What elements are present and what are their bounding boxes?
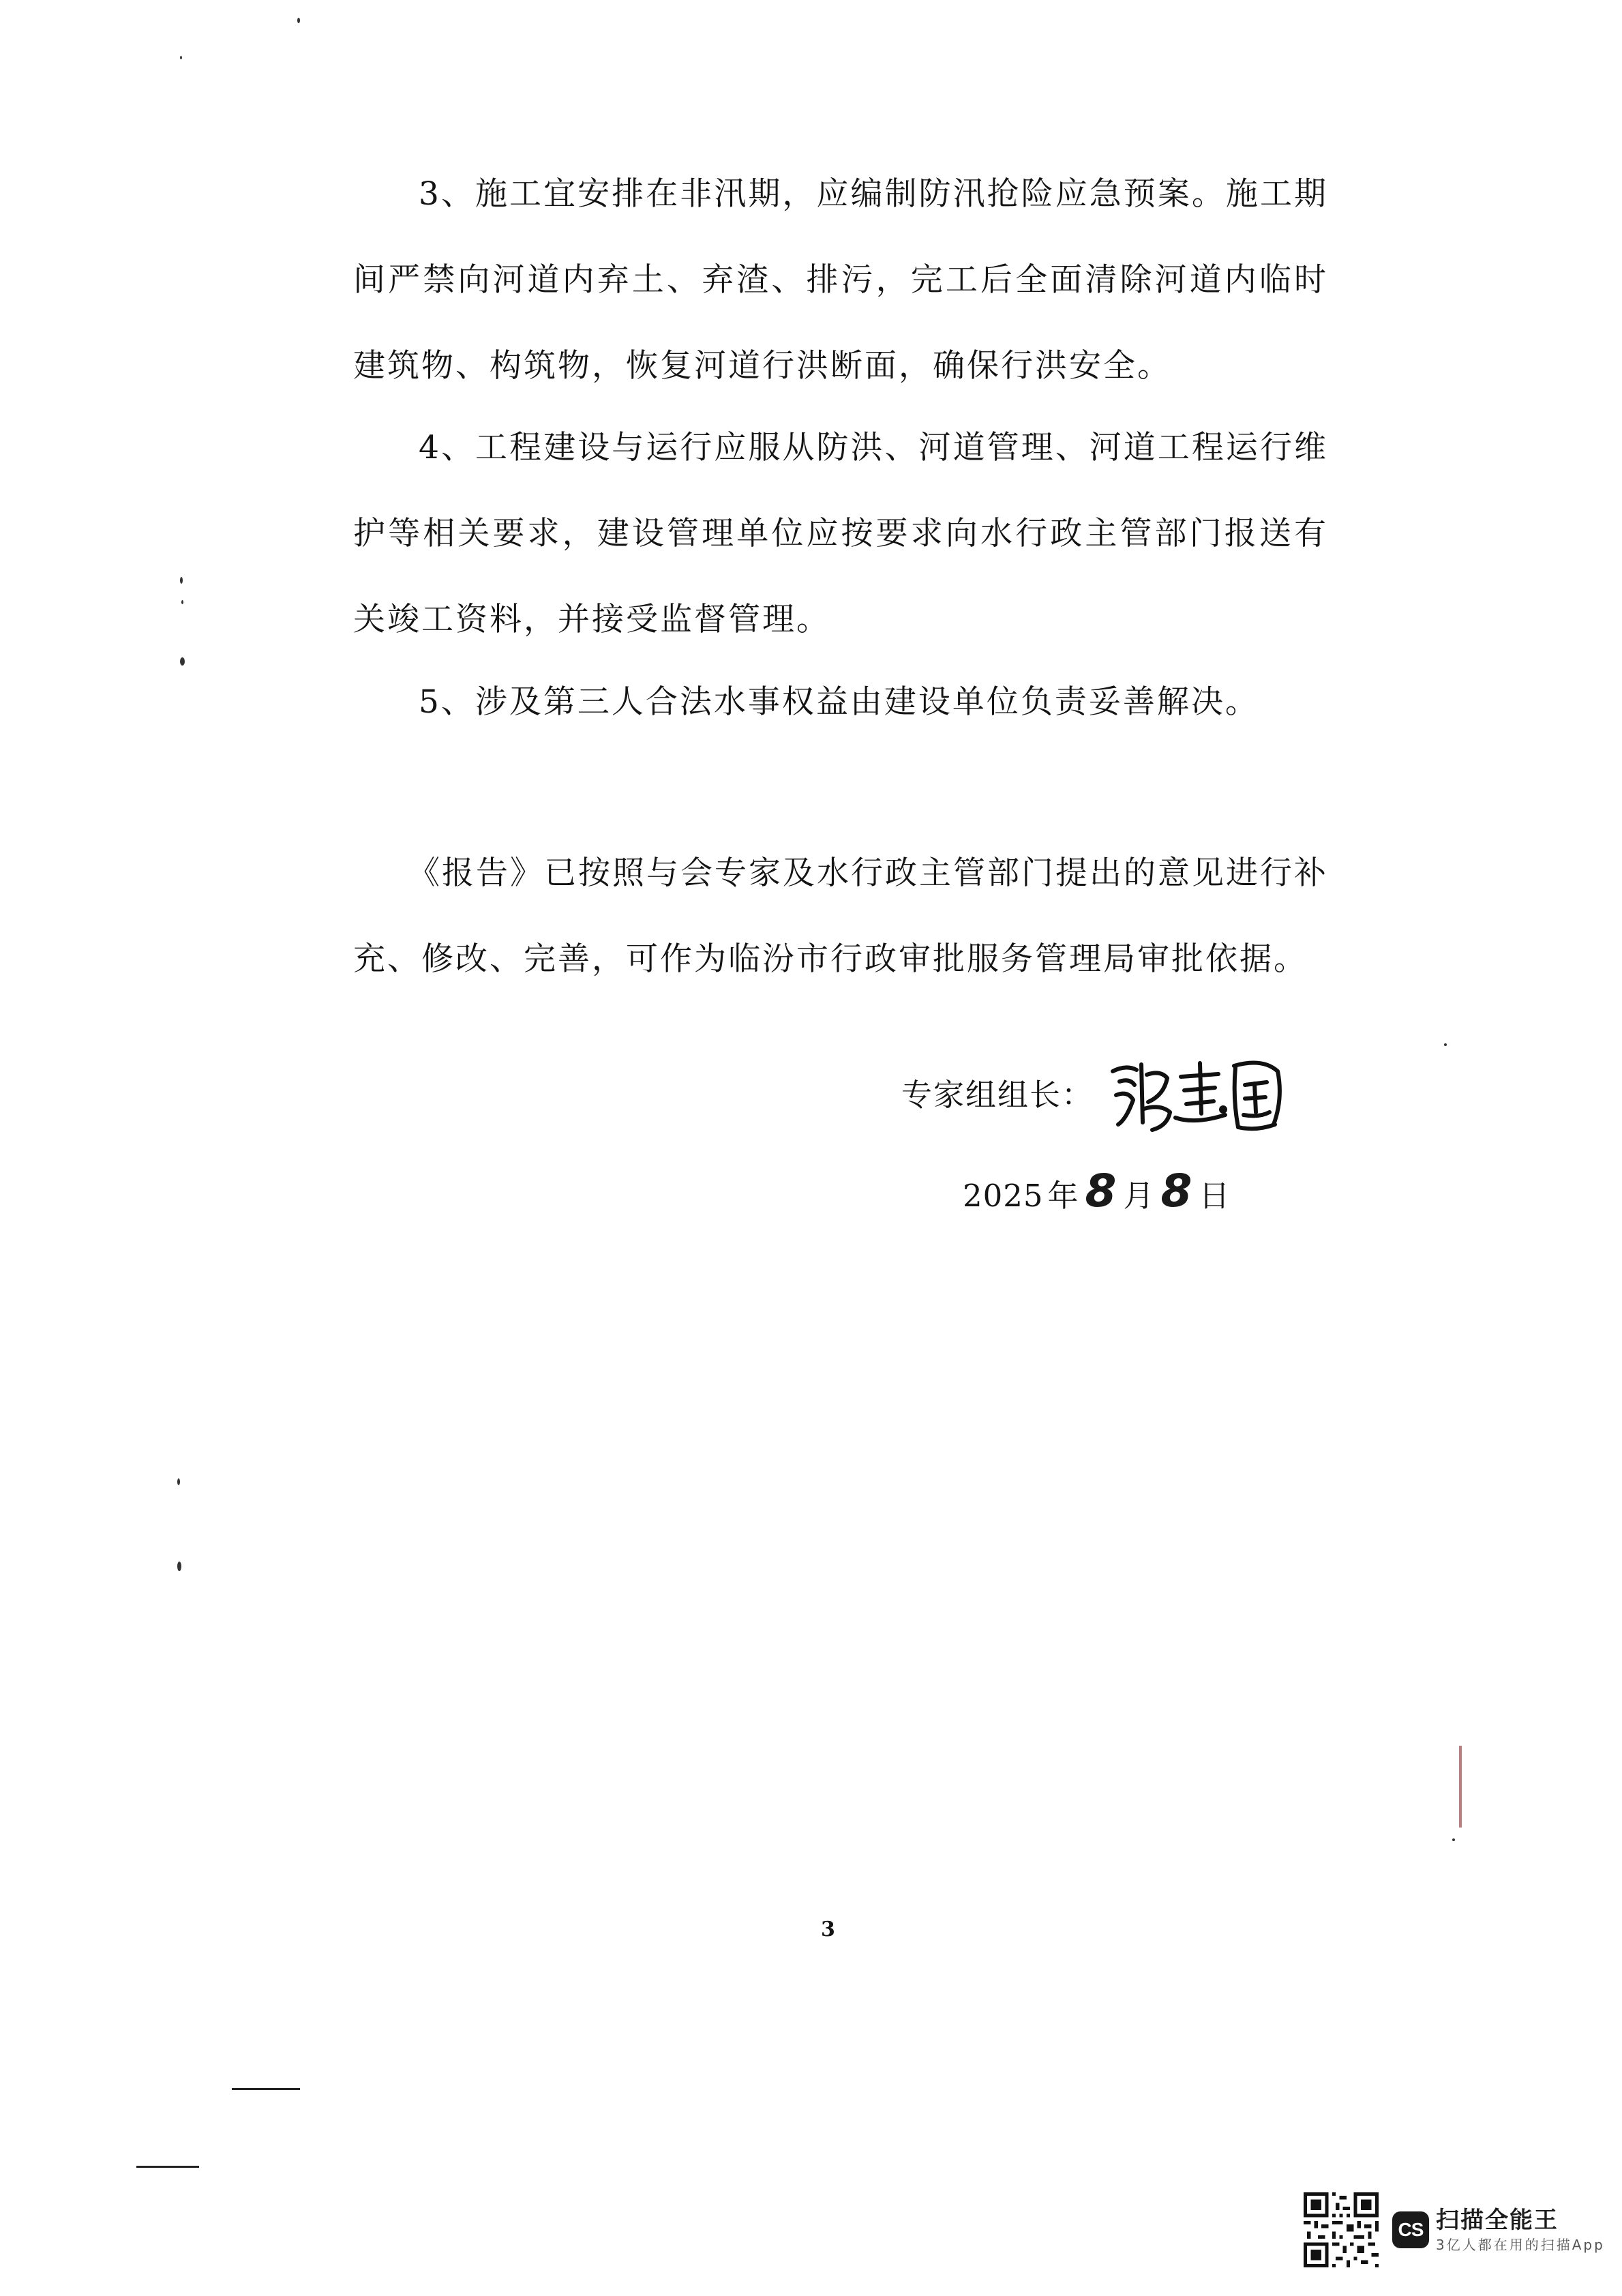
camscanner-slogan: 3亿人都在用的扫描App (1436, 2237, 1605, 2253)
camscanner-app-name: 扫描全能王 (1436, 2207, 1559, 2234)
scan-speck (1452, 1838, 1455, 1841)
scan-speck (180, 577, 183, 584)
paragraph-item-3: 3、施工宜安排在非汛期，应编制防汛抢险应急预案。施工期间严禁向河道内弃土、弃渣、排污，完工后全面清除河道内临时建筑物、构筑物，恢复河道行洪断面，确保行洪安全。 (353, 175, 1328, 385)
scan-speck (177, 1478, 180, 1485)
paragraph-item-5: 5、涉及第三人合法水事权益由建设单位负责妥善解决。 (419, 683, 1259, 721)
scan-speck (180, 56, 182, 59)
camscanner-watermark (1304, 2192, 1605, 2267)
handwritten-signature (1099, 1044, 1290, 1139)
signature-label: 专家组组长： (901, 1076, 1094, 1113)
scan-speck (297, 18, 300, 23)
camscanner-logo-icon: CS (1392, 2211, 1429, 2248)
scan-rule (136, 2166, 199, 2168)
qr-code-icon (1304, 2192, 1379, 2267)
date-month-unit: 月 (1123, 1178, 1154, 1214)
signature-block (901, 1047, 1290, 1136)
paragraph-item-4: 4、工程建设与运行应服从防洪、河道管理、河道工程运行维护等相关要求，建设管理单位应按要求向水行政主管部门报送有关竣工资料，并接受监督管理。 (353, 429, 1328, 638)
scan-edge-line (1459, 1746, 1462, 1828)
paragraph-conclusion: 《报告》已按照与会专家及水行政主管部门提出的意见进行补充、修改、完善，可作为临汾市行政审批服务管理局审批依据。 (353, 854, 1328, 978)
date-year-unit: 年 (1047, 1178, 1079, 1214)
scan-speck (1444, 1043, 1447, 1046)
date-month-handwritten: 8 (1085, 1165, 1117, 1217)
page-number: 3 (821, 1918, 835, 1941)
scan-speck (181, 600, 183, 604)
date-day-handwritten: 8 (1160, 1165, 1192, 1217)
scan-rule (232, 2088, 300, 2090)
camscanner-text (1436, 2205, 1605, 2254)
date-year: 2025 (963, 1178, 1044, 1214)
scan-speck (180, 657, 185, 666)
date-day-unit: 日 (1199, 1178, 1230, 1214)
scan-speck (177, 1562, 181, 1571)
signature-date (963, 1165, 1233, 1217)
